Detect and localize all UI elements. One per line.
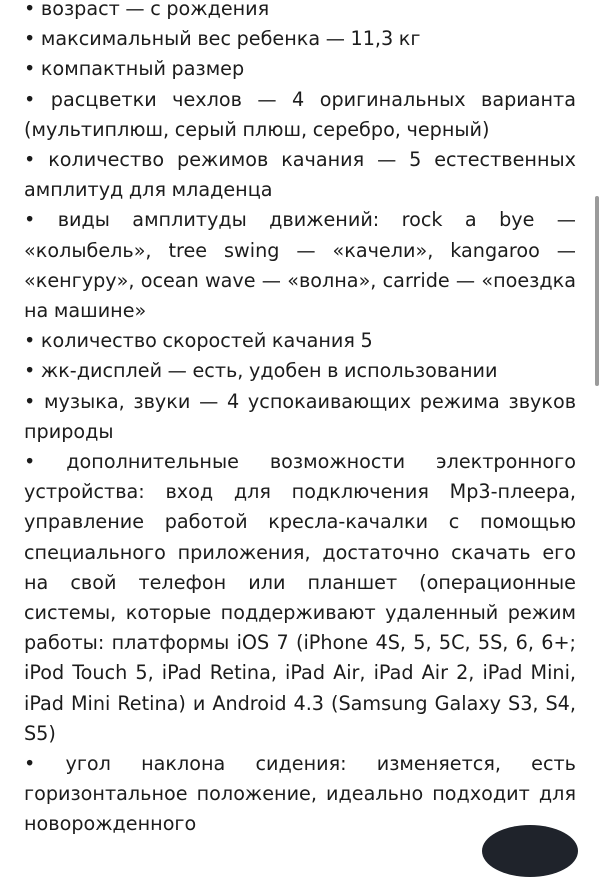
feature-compact-size: • компактный размер bbox=[24, 57, 245, 81]
scrollbar-thumb[interactable] bbox=[595, 196, 599, 386]
feature-motion-types: • виды амплитуды движений: rock a bye — «колыбель», tree swing — «качели», kangaroo — «кенгуру», ocean wave — «волна», carride — «поездка на машине» bbox=[24, 208, 576, 323]
feature-lcd-display: • жк-дисплей — есть, удобен в использовании bbox=[24, 359, 498, 383]
feature-age: • возраст — с рождения bbox=[24, 0, 270, 20]
feature-seat-recline: • угол наклона сидения: изменяется, есть горизонтальное положение, идеально подходит для новорожденного bbox=[24, 752, 576, 836]
feature-cover-colors: • расцветки чехлов — 4 оригинальных варианта (мультиплюш, серый плюш, серебро, черный) bbox=[24, 87, 576, 141]
feature-music-sounds: • музыка, звуки — 4 успокаивающих режима звуков природы bbox=[24, 389, 576, 443]
floating-button-edge[interactable] bbox=[482, 825, 578, 877]
feature-swing-modes: • количество режимов качания — 5 естественных амплитуд для младенца bbox=[24, 148, 576, 202]
feature-extra-capabilities: • дополнительные возможности электронного устройства: вход для подключения Мр3-плеера, управление работой кресла-качалки с помощью специального приложения, достаточно скачать его на свой телефон или планшет (операционные системы, которые поддерживают удаленный режим работы: платформы iOS 7 (iPhone 4S, 5, 5C, 5S, 6, 6+; iPod Touch 5, iPad Retina, iPad Air, iPad Air 2, iPad Mini, iPad Mini Retina) и Android 4.3 (Samsung Galaxy S3, S4, S5) bbox=[24, 450, 576, 745]
feature-max-weight: • максимальный вес ребенка — 11,3 кг bbox=[24, 27, 421, 51]
feature-list bbox=[24, 0, 576, 840]
feature-swing-speeds: • количество скоростей качания 5 bbox=[24, 329, 373, 353]
